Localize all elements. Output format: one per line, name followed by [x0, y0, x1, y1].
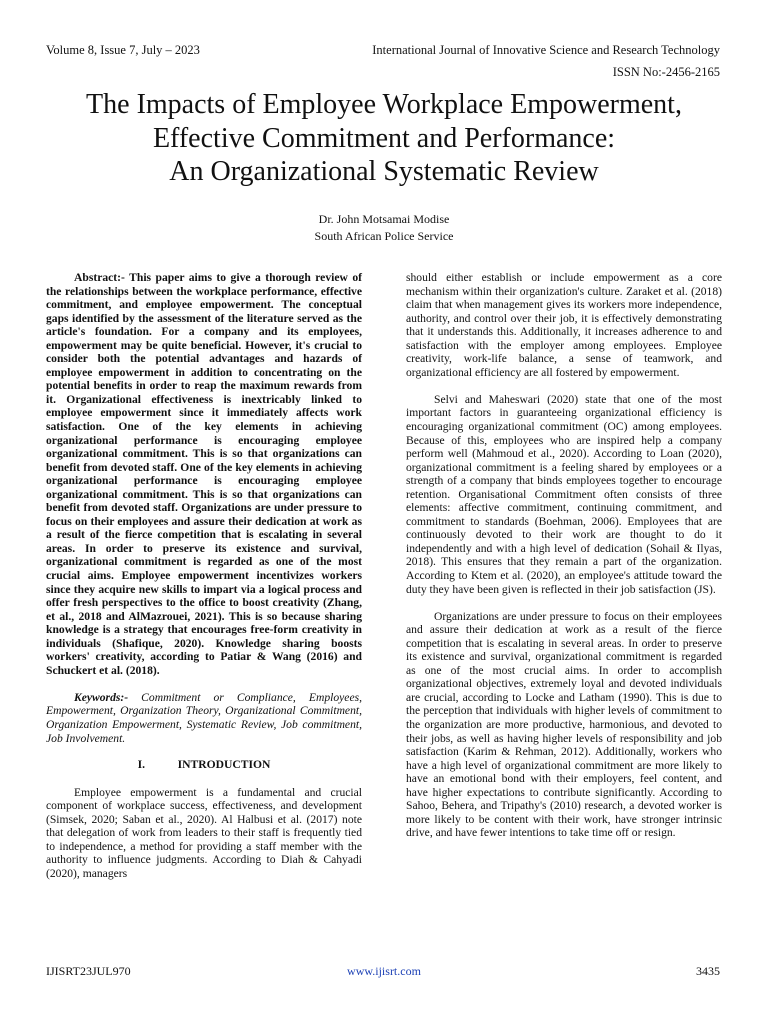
- abstract-text: This paper aims to give a thorough review of the relationships between the workplace performance, effective commitment, and employee empowerment. The conceptual gaps identified by the assessment of the literature served as the article's foundation. For a company and its employees, empowerment may be quite beneficial. However, it's crucial to consider both the potential advantages and hazards of employee empowerment in addition to concentrating on the potential benefits in order to reap the maximum rewards from it. Organizational effectiveness is inextricably linked to employee empowerment since it immediately affects work satisfaction. One of the key elements in achieving organizational performance is encouraging employee organizational commitment. This is so that organizations can benefit from devoted staff. One of the key elements in achieving organizational performance is encouraging employee organizational commitment. This is so that organizations can benefit from devoted staff. Organizations are under pressure to focus on their employees and assure their dedication at work as a result of the fierce competition that is escalating in several areas. In order to preserve its existence and survival, organizational commitment is regarded as one of the most crucial aims. Employee empowerment incentivizes workers since they acquire new skills to impart via a logical process and offer fresh perspectives to the office to boost creativity (Zhang, et al., 2018 and AlMazrouei, 2021). This is so because sharing knowledge is a strategy that encourages free-form creativity in individuals (Shafique, 2020). Knowledge sharing boosts workers' creativity, according to Patiar & Wang (2016) and Schuckert et al. (2018).: [46, 271, 362, 677]
- paragraph: Employee empowerment is a fundamental and crucial component of workplace success, effectiveness, and development (Simsek, 2020; Saban et al., 2020). Al Halbusi et al. (2017) note that delegation of work from leaders to their staff is frequently tied to independence, a method for providing a staff member with the authority to influence judgments. According to Diah & Cahyadi (2020), managers: [46, 785, 362, 880]
- keywords: [46, 691, 362, 745]
- right-column: [406, 271, 722, 840]
- journal-name: International Journal of Innovative Science and Research Technology: [372, 43, 720, 57]
- abstract-label: Abstract:-: [74, 271, 125, 284]
- volume-issue: Volume 8, Issue 7, July – 2023: [46, 43, 200, 57]
- section-title: INTRODUCTION: [177, 758, 271, 772]
- keywords-text: Commitment or Compliance, Employees, Empowerment, Organization Theory, Organizational Commitment, Organization Empowerment, Systematic Review, Job commitment, Job Involvement.: [46, 690, 362, 745]
- page-number: 3435: [696, 964, 720, 978]
- paper-title: [30, 88, 738, 189]
- paragraph: should either establish or include empowerment as a core mechanism within their organization's culture. Zaraket et al. (2018) claim that when management gives its workers more independence, authority, and control over their job, it is effectively demonstrating that it understands this. Additionally, it increases adherence to and satisfaction with the employer among employees. Employee creativity, work-life balance, a sense of teamwork, and organizational efficiency are all fostered by empowerment.: [406, 271, 722, 379]
- journal-url[interactable]: www.ijisrt.com: [347, 964, 421, 978]
- abstract: [46, 271, 362, 677]
- author-name: Dr. John Motsamai Modise: [318, 212, 450, 226]
- keywords-label: Keywords:-: [74, 690, 129, 704]
- left-column: [46, 271, 362, 880]
- paragraph: Organizations are under pressure to focus on their employees and assure their dedication at work as a result of the fierce competition that is escalating in several areas. In order to preserve its existence and survival, organizational commitment is regarded as one of the most crucial aims. In order to accomplish organizational objectives, extremely loyal and devoted individuals are crucial, according to Locke and Latham (1990). This is due to the perception that individuals with higher levels of commitment to the organization are more productive, harmonious, and devoted to their jobs, as well as having higher levels of responsibility and job satisfaction (Karim & Rehman, 2012). Additionally, workers who have a high level of organizational commitment are more likely to have an emotional bond with their employers, feel content, and have higher expectations to contribute significantly. According to Sahoo, Behera, and Tripathy's (2010) research, a devoted worker is more likely to be content with their work, have stronger intrinsic drive, and have fewer intentions to take time off or resign.: [406, 609, 722, 840]
- section-number: I.: [137, 758, 146, 772]
- title-line-1: The Impacts of Employee Workplace Empowerment,: [86, 89, 682, 120]
- issn: ISSN No:-2456-2165: [612, 65, 720, 79]
- article-id: IJISRT23JUL970: [46, 964, 131, 978]
- author-block: [0, 211, 768, 244]
- section-heading: [46, 758, 362, 772]
- title-line-3: An Organizational Systematic Review: [169, 156, 599, 187]
- paragraph: Selvi and Maheswari (2020) state that one of the most important factors in guaranteeing organizational efficiency is encouraging organizational commitment (OC) among employees. Because of this, employees who are inspired help a company perform well (Mahmoud et al., 2020). According to Loan (2020), organizational commitment is a feeling shared by employees or a strength of a company that binds employees together to encourage retention. Organisational Commitment often consists of three elements: affective commitment, continuing commitment, and commitment to standards (Boehman, 2006). Employees that are continuously devoted to their work are thought to do it independently and with a high level of dedication (Sohail & Ilyas, 2018). This ensures that they remain a part of the organization. According to Ktem et al. (2020), an employee's attitude toward the duty they have been given is reflected in their job satisfaction (JS).: [406, 392, 722, 596]
- author-affiliation: South African Police Service: [314, 228, 454, 243]
- title-line-2: Effective Commitment and Performance:: [152, 122, 616, 154]
